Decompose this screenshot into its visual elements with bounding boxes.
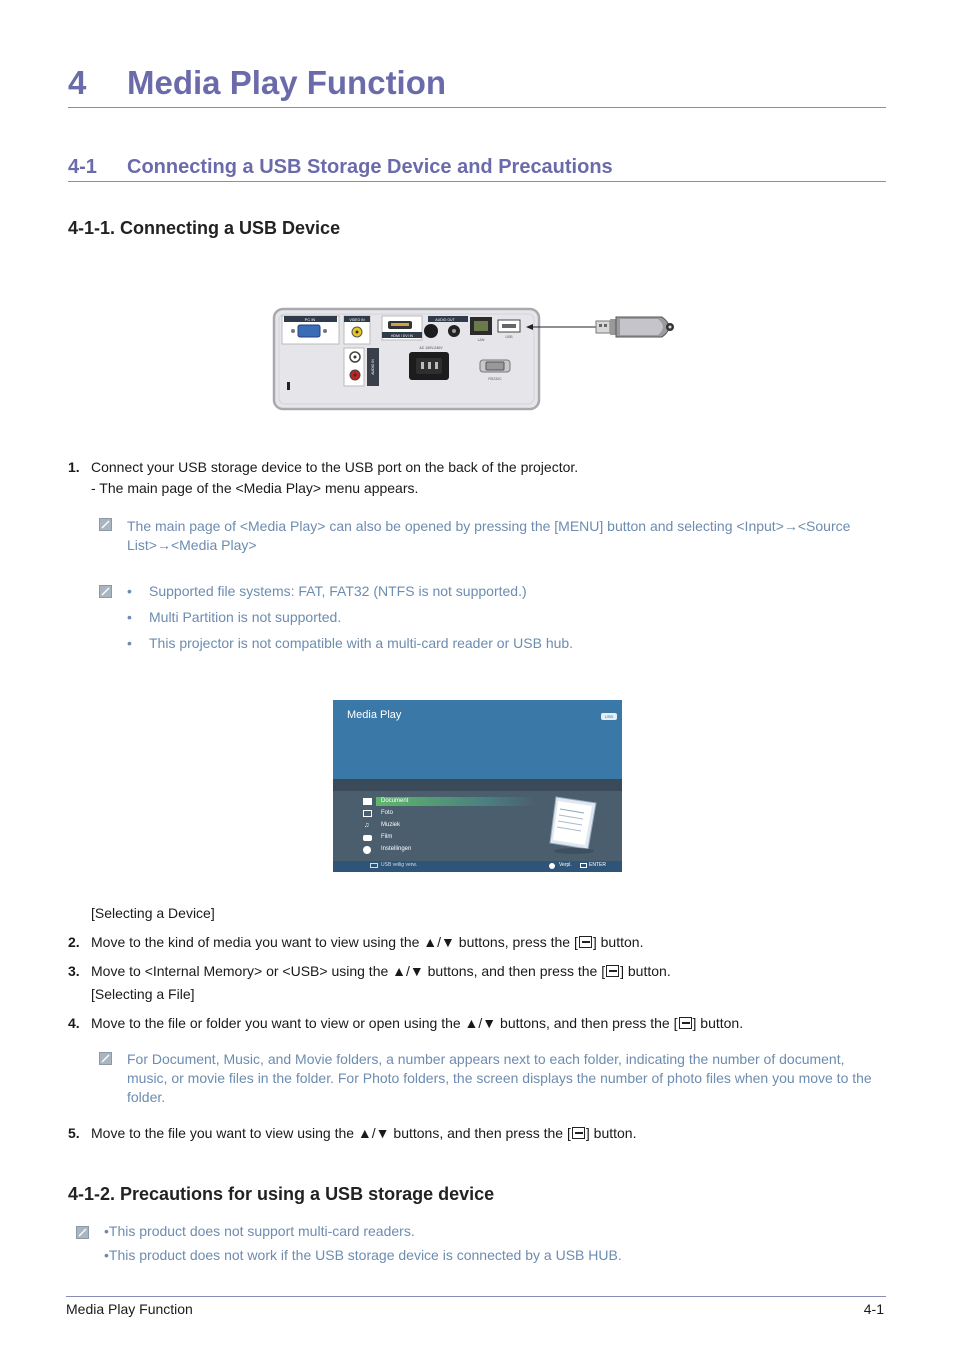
divider-band bbox=[333, 779, 622, 791]
enter-icon bbox=[579, 936, 592, 948]
step-text: Move to the file you want to view using the ▲/▼ buttons, and then press the [ bbox=[91, 1125, 571, 1141]
chapter-title: Media Play Function bbox=[127, 64, 447, 101]
media-play-title: Media Play bbox=[347, 709, 402, 721]
note-line: The main page of <Media Play> can also be opened by pressing the [MENU] button and selecting <Input>→<Source bbox=[127, 518, 851, 534]
list-item: •This product does not work if the USB storage device is connected by a USB HUB. bbox=[104, 1247, 622, 1263]
subsection-title-precautions: 4-1-2. Precautions for using a USB storage device bbox=[68, 1184, 495, 1204]
settings-icon bbox=[363, 846, 371, 854]
footer-usb-remove: USB veilig verw. bbox=[381, 862, 418, 868]
menu-item-photo[interactable]: Foto bbox=[381, 810, 394, 816]
menu-item-film[interactable]: Film bbox=[381, 834, 393, 840]
usb-badge: USB bbox=[601, 713, 617, 720]
caption-selecting-file: [Selecting a File] bbox=[91, 986, 195, 1002]
subsection-title-connecting: 4-1-1. Connecting a USB Device bbox=[68, 218, 341, 238]
step-subtext: - The main page of the <Media Play> menu appears. bbox=[91, 480, 419, 496]
note-media-play-menu bbox=[127, 517, 850, 555]
film-icon bbox=[363, 835, 372, 841]
note-icon bbox=[99, 518, 112, 531]
step-1 bbox=[68, 459, 886, 499]
step-number: 5. bbox=[68, 1125, 80, 1141]
chapter-heading bbox=[68, 62, 886, 108]
step-text-end: ] button. bbox=[592, 934, 644, 950]
list-item-text: Supported file systems: FAT, FAT32 (NTFS is not supported.) bbox=[149, 583, 527, 599]
photo-icon bbox=[363, 810, 372, 817]
list-item-text: Multi Partition is not supported. bbox=[149, 609, 342, 625]
document-icon bbox=[363, 798, 372, 805]
note-icon bbox=[99, 1052, 112, 1065]
label-video-in: VIDEO IN bbox=[349, 318, 365, 322]
caption-selecting-device: [Selecting a Device] bbox=[91, 905, 215, 921]
step-4 bbox=[68, 1015, 886, 1035]
footer-chapter-name: Media Play Function bbox=[66, 1301, 193, 1317]
section-title: Connecting a USB Storage Device and Precautions bbox=[127, 156, 613, 178]
section-number: 4-1 bbox=[68, 156, 97, 178]
step-text: Move to <Internal Memory> or <USB> using the ▲/▼ buttons, and then press the [ bbox=[91, 963, 606, 979]
note-line: For Document, Music, and Movie folders, a number appears next to each folder, indicating the number of document, bbox=[127, 1051, 845, 1067]
projector-panel-illustration bbox=[270, 300, 685, 415]
footer-divider bbox=[66, 1296, 886, 1297]
step-text-end: ] button. bbox=[620, 963, 671, 979]
footer-move: Verpl. bbox=[559, 862, 572, 868]
list-item bbox=[127, 635, 727, 655]
bullet: • bbox=[127, 635, 132, 651]
usb-remove-icon bbox=[370, 863, 378, 868]
note-line: music, or movie files in the folder. For Photo folders, the screen displays the number of photo files when you move to the bbox=[127, 1070, 872, 1086]
bullet: • bbox=[127, 583, 132, 599]
step-text-end: ] button. bbox=[585, 1125, 637, 1141]
label-hdmi: HDMI / DVI IN bbox=[390, 334, 414, 338]
bullet: • bbox=[127, 609, 132, 625]
label-audio-out: AUDIO OUT bbox=[435, 318, 455, 322]
enter-key-icon bbox=[580, 863, 587, 868]
step-number: 1. bbox=[68, 459, 80, 475]
step-text: Move to the file or folder you want to view or open using the ▲/▼ buttons, and then press the [ bbox=[91, 1015, 678, 1031]
step-text-end: ] button. bbox=[692, 1015, 744, 1031]
step-3 bbox=[68, 963, 886, 983]
enter-icon bbox=[606, 965, 619, 977]
note-folder-counts bbox=[127, 1050, 872, 1107]
step-text: Move to the kind of media you want to view using the ▲/▼ buttons, press the [ bbox=[91, 934, 578, 950]
menu-item-settings[interactable]: Instellingen bbox=[381, 846, 412, 852]
document-preview-illustration bbox=[548, 793, 600, 855]
chapter-number: 4 bbox=[68, 64, 87, 101]
list-item: •This product does not support multi-card readers. bbox=[104, 1223, 415, 1239]
label-usb: USB bbox=[505, 335, 513, 339]
label-audio-in: AUDIO IN bbox=[371, 359, 375, 375]
step-number: 2. bbox=[68, 934, 80, 950]
enter-icon bbox=[572, 1127, 585, 1139]
note-icon bbox=[76, 1226, 89, 1239]
section-heading bbox=[68, 154, 886, 182]
step-5 bbox=[68, 1125, 886, 1145]
music-icon: ♫ bbox=[364, 822, 370, 829]
step-text: Connect your USB storage device to the USB port on the back of the projector. bbox=[91, 459, 579, 475]
note-line: folder. bbox=[127, 1089, 166, 1105]
media-play-screenshot bbox=[333, 700, 622, 872]
label-rs232c: RS232C bbox=[488, 377, 502, 381]
label-ac: AC 100V-240V bbox=[419, 346, 443, 350]
note-icon bbox=[99, 585, 112, 598]
menu-item-document[interactable]: Document bbox=[381, 798, 409, 804]
move-icon bbox=[549, 863, 555, 869]
note-line: List>→<Media Play> bbox=[127, 537, 257, 553]
page-number: 4-1 bbox=[863, 1301, 884, 1317]
footer-enter: ENTER bbox=[589, 862, 606, 868]
menu-item-music[interactable]: Muziek bbox=[381, 822, 401, 828]
list-item bbox=[127, 609, 727, 629]
label-pc-in: PC IN bbox=[304, 317, 316, 322]
step-number: 4. bbox=[68, 1015, 80, 1031]
enter-icon bbox=[679, 1017, 692, 1029]
label-lan: LAN bbox=[477, 338, 485, 342]
step-number: 3. bbox=[68, 963, 80, 979]
step-2 bbox=[68, 934, 886, 954]
list-item bbox=[127, 583, 727, 603]
list-item-text: This projector is not compatible with a multi-card reader or USB hub. bbox=[149, 635, 574, 651]
